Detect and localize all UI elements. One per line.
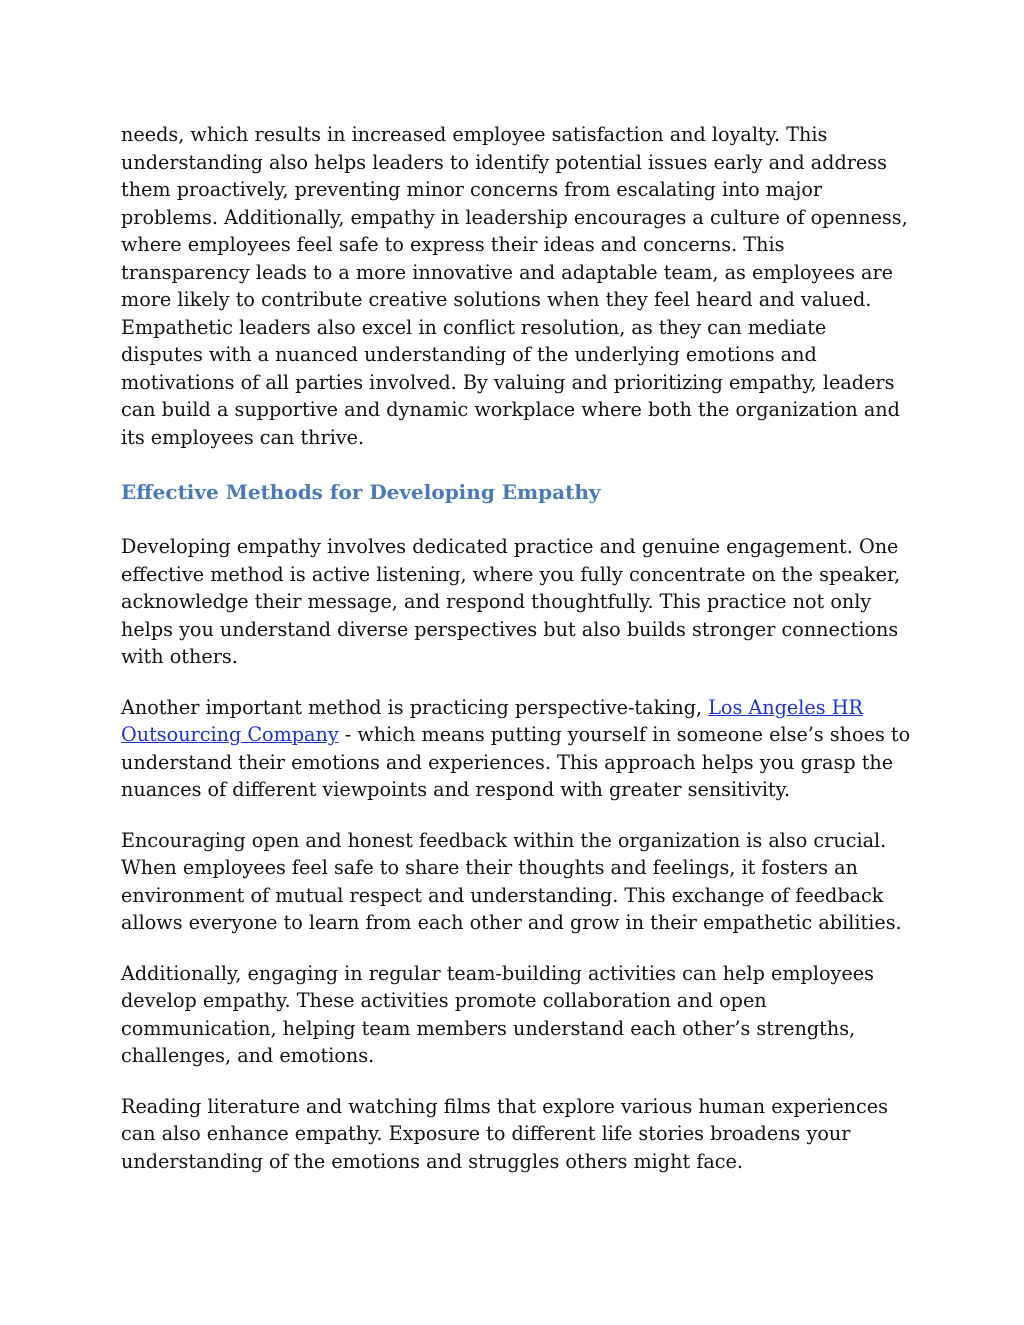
paragraph-team-building: Additionally, engaging in regular team-building activities can help employees develop empathy. These activities promote collaboration and open communication, helping team members understand each other’s strengths, challenges, and emotions.: [121, 961, 874, 1067]
hr-outsourcing-link[interactable]: Los Angeles HR Outsourcing Company: [121, 695, 863, 746]
paragraph-literature-films: Reading literature and watching films that explore various human experiences can also enhance empathy. Exposure to different life stories broadens your understanding of the emotions and struggles others might face.: [121, 1094, 888, 1173]
paragraph-leadership-benefits: needs, which results in increased employee satisfaction and loyalty. This understanding also helps leaders to identify potential issues early and address them proactively, preventing minor concerns from escalating into major problems. Additionally, empathy in leadership encourages a culture of openness, where employees feel safe to express their ideas and concerns. This transparency leads to a more innovative and adaptable team, as employees are more likely to contribute creative solutions when they feel heard and valued. Empathetic leaders also excel in conflict resolution, as they can mediate disputes with a nuanced understanding of the underlying emotions and motivations of all parties involved. By valuing and prioritizing empathy, leaders can build a supportive and dynamic workplace where both the organization and its employees can thrive.: [121, 123, 908, 449]
document-body: [121, 121, 911, 1198]
paragraph-perspective-taking: [121, 694, 911, 804]
paragraph-feedback: Encouraging open and honest feedback within the organization is also crucial. When employees feel safe to share their thoughts and feelings, it fosters an environment of mutual respect and understanding. This exchange of feedback allows everyone to learn from each other and grow in their empathetic abilities.: [121, 828, 902, 934]
section-heading: Effective Methods for Developing Empathy: [121, 480, 601, 504]
paragraph-text-after-link: - which means putting yourself in someone else’s shoes to understand their emotions and experiences. This approach helps you grasp the nuances of different viewpoints and respond with greater sensitivity.: [121, 723, 911, 801]
paragraph-text-before-link: Another important method is practicing perspective-taking,: [121, 695, 709, 719]
paragraph-active-listening: Developing empathy involves dedicated practice and genuine engagement. One effective method is active listening, where you fully concentrate on the speaker, acknowledge their message, and respond thoughtfully. This practice not only helps you understand diverse perspectives but also builds stronger connections with others.: [121, 535, 901, 668]
